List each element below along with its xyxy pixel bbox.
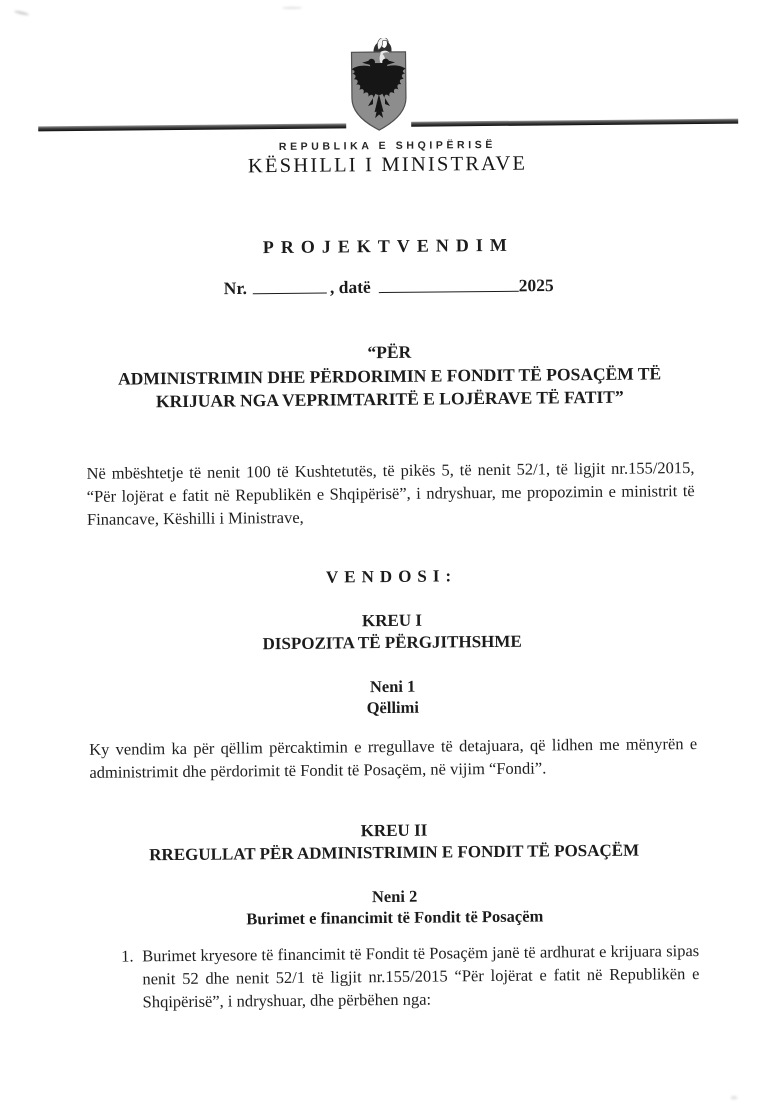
year-value: 2025: [518, 275, 554, 296]
article-1-body: Ky vendim ka për qëllim përcaktimin e rregullave të detajuara, që lidhen me mënyrën e administrimit dhe përdorimit të Fondit të Posaçëm, në vijim “Fondi”.: [89, 734, 698, 783]
article-1-title: Neni 1: [369, 676, 416, 697]
article-1-subtitle: Qëllimi: [366, 697, 420, 718]
number-date-line: [85, 272, 693, 300]
scan-artifact: [731, 1096, 738, 1100]
date-label: , datë: [329, 276, 371, 298]
article-2-subtitle: Burimet e financimit të Fondit të Posaçëm: [246, 906, 544, 929]
number-blank-line: [253, 276, 327, 294]
scan-artifact: [282, 7, 302, 9]
chapter-1-subtitle: DISPOZITA TË PËRGJITHSHME: [262, 631, 522, 653]
decision-title-line3: KRIJUAR NGA VEPRIMTARITË E LOJËRAVE TË FATIT”: [155, 386, 624, 412]
decision-title-line1: “PËR: [367, 341, 412, 363]
list-item-text: Burimet kryesore të financimit të Fondit të Posaçëm janë të ardhurat e krijuara sipas nenit 52 dhe nenit 52/1 të ligjit nr.155/2015 “Për lojërat e fatit në Republikën e Shqipërisë”, i ndryshuar, dhe përbëhen nga:: [142, 941, 700, 1012]
nr-label: Nr.: [223, 277, 248, 299]
enacting-formula: VENDOSI:: [325, 566, 458, 587]
chapter-2-subtitle: RREGULLAT PËR ADMINISTRIMIN E FONDIT TË POSAÇËM: [149, 840, 640, 864]
albanian-coat-of-arms-icon: [346, 38, 411, 135]
council-of-ministers-title: KËSHILLI I MINISTRAVE: [247, 152, 528, 178]
chapter-2-title: KREU II: [360, 820, 428, 841]
preamble-paragraph: Në mbështetje të nenit 100 të Kushtetutës, të pikës 5, të nenit 52/1, të ligjit nr.155/2015, “Për lojërat e fatit në Republikën e Shqipërisë”, i ndryshuar, me propozimin e ministrit të Financave, Këshilli i Ministrave,: [86, 458, 695, 530]
chapter-1-title: KREU I: [361, 610, 423, 631]
scan-artifact: [14, 10, 29, 16]
article-2-list: [91, 939, 700, 1014]
list-item-number: 1.: [121, 946, 134, 966]
article-2-heading: [91, 883, 699, 931]
header-rule-left: [38, 123, 346, 130]
article-1-heading: [89, 673, 697, 721]
header-rule-right: [411, 119, 738, 127]
date-blank-line: [379, 274, 519, 293]
document-type-title: PROJEKTVENDIM: [262, 234, 514, 258]
list-item: [91, 939, 700, 1014]
republic-name: REPUBLIKA E SHQIPËRISË: [278, 138, 497, 154]
article-2-title: Neni 2: [371, 886, 418, 907]
decision-title: [85, 338, 694, 414]
chapter-2-heading: [90, 817, 698, 866]
chapter-1-heading: [88, 607, 696, 656]
decision-title-line2: ADMINISTRIMIN DHE PËRDORIMIN E FONDIT TË POSAÇËM TË: [117, 362, 662, 389]
